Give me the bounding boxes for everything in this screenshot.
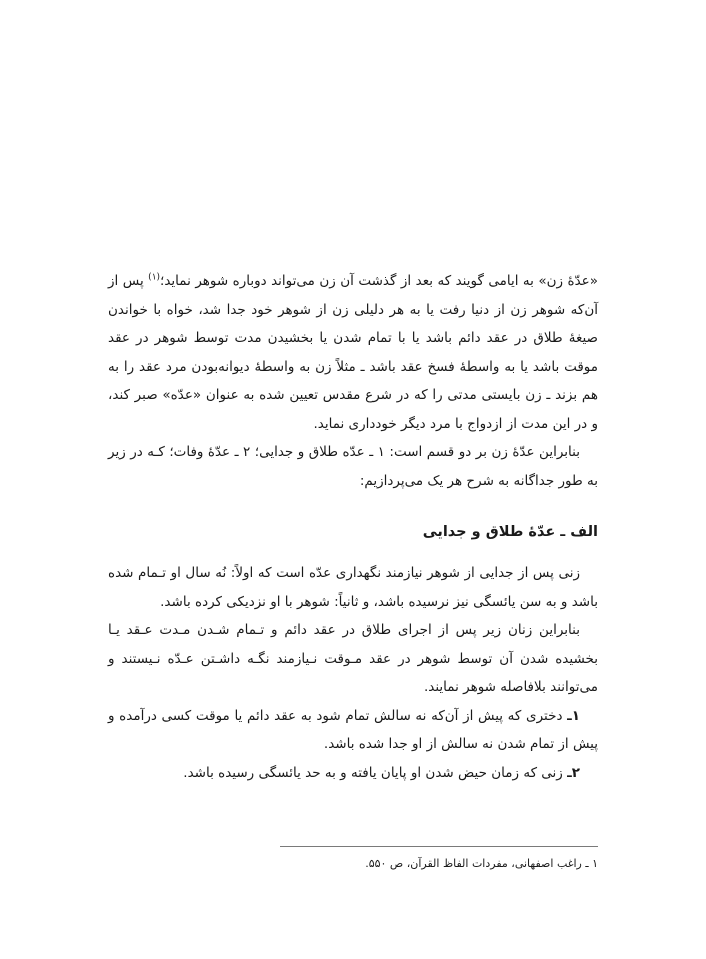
footnote-reference[interactable]: (۱) — [148, 272, 161, 283]
list-item — [108, 702, 598, 759]
section-paragraph-1: زنی پس از جدایی از شوهر نیازمند نگهداری عدّه است که اولاً: نُه سال او تـمام شده باشد و به سن یائسگی نیز نرسیده باشد، و ثانیاً: شوهر با او نزدیکی کرده باشد. — [108, 565, 598, 610]
list-item-text: دختری که پیش از آن‌که نه سالش تمام شود به عقد دائم یا موقت کسی درآمده و پیش از تمام شدن نه سالش از او جدا شده باشد. — [108, 707, 598, 752]
list-item-text: زنی که زمان حیض شدن او پایان یافته و به حد یائسگی رسیده باشد. — [183, 764, 563, 781]
footnote-divider — [280, 846, 598, 847]
intro-paragraph-continuation: پس از آن‌که شوهر زن از دنیا رفت یا به هر دلیلی زن از شوهر خود جدا شد، خواه با خواندن صیغهٔ طلاق در عقد دائم باشد یا با تمام شدن یا بخشیدن مدت توسط شوهر در عقد موقت باشد یا به واسطهٔ فسخ عقد باشد ـ مثلاً زن به واسطهٔ دیوانه‌بودن مرد عقد را به هم بزند ـ زن بایستی مدتی را که در شرع مقدس تعیین شده به عنوان «عدّه» صبر کند، و در این مدت از ازدواج با مرد دیگر خودداری نماید. — [108, 273, 598, 432]
footnote: ۱ ـ راغب اصفهانی، مفردات الفاظ القرآن، ص ۵۵۰. — [365, 857, 598, 870]
main-text — [108, 267, 598, 787]
section-paragraph-2: بنابراین زنان زیر پس از اجرای طلاق در عقد دائم و تـمام شـدن مـدت عـقد یـا بخشیده شدن آن توسط شوهر در عقد مـوقت نـیازمند نگـه داشـتن عـدّه نـیستند و می‌توانند بلافاصله شوهر نمایند. — [108, 622, 598, 695]
types-paragraph: بنابراین عدّهٔ زن بر دو قسم است: ۱ ـ عدّه طلاق و جدایی؛ ۲ ـ عدّهٔ وفات؛ کـه در زیر به طور جداگانه به شرح هر یک می‌پردازیم: — [108, 444, 598, 489]
list-item — [108, 759, 598, 788]
intro-paragraph — [108, 267, 598, 438]
intro-paragraph-text: «عدّهٔ زن» به ایامی گویند که بعد از گذشت آن زن می‌تواند دوباره شوهر نماید؛ — [160, 273, 598, 289]
list-item-number: ۲ـ — [567, 764, 580, 781]
section-heading: الف ـ عدّهٔ طلاق و جدایی — [422, 524, 598, 540]
list-item-number: ۱ـ — [567, 707, 580, 724]
